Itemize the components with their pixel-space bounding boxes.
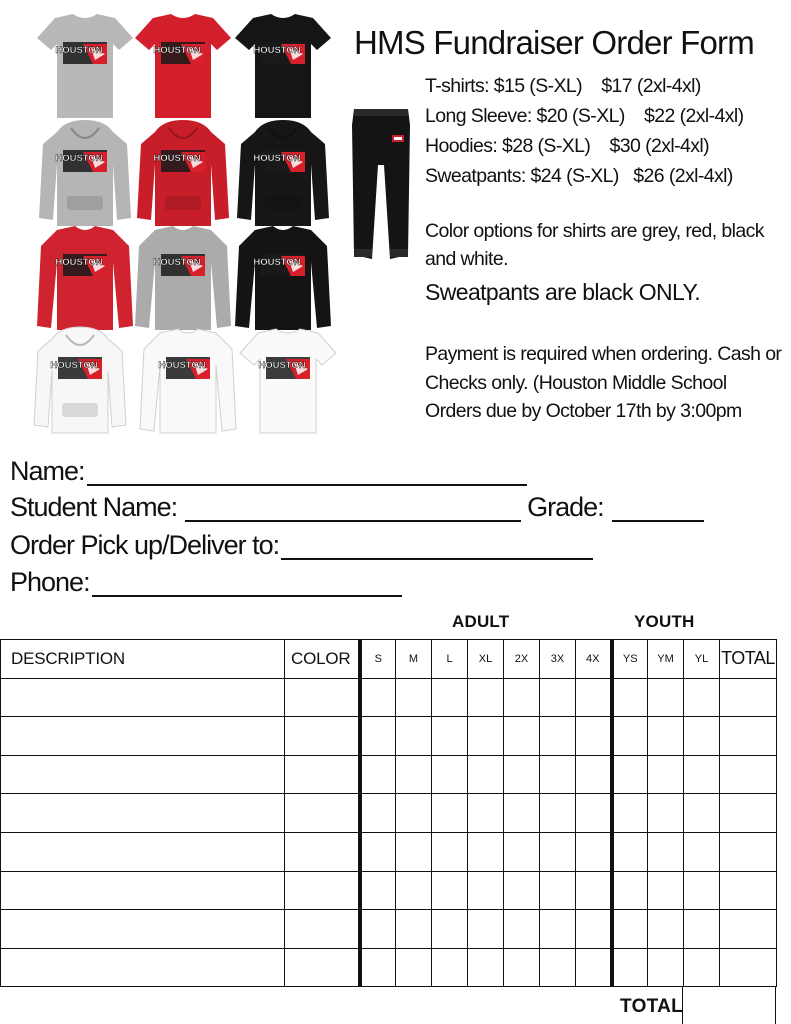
quantity-cell[interactable] [432, 755, 468, 794]
grade-label: Grade: [527, 492, 604, 522]
garment-hoodie [30, 325, 130, 435]
form-title: HMS Fundraiser Order Form [354, 24, 754, 61]
quantity-cell[interactable] [576, 910, 612, 949]
quantity-cell[interactable] [360, 717, 396, 756]
quantity-cell[interactable] [648, 910, 684, 949]
quantity-cell[interactable] [468, 755, 504, 794]
garment-hoodie [133, 118, 233, 228]
sweatpants-image [350, 105, 412, 265]
quantity-cell[interactable] [396, 871, 432, 910]
quantity-cell[interactable] [540, 910, 576, 949]
garment-tshirt [35, 10, 135, 120]
quantity-cell[interactable] [360, 832, 396, 871]
houston-logo-text: HOUSTON [50, 360, 98, 371]
row-total-cell[interactable] [720, 832, 777, 871]
description-cell[interactable] [1, 755, 285, 794]
quantity-cell[interactable] [576, 794, 612, 833]
description-cell[interactable] [1, 910, 285, 949]
quantity-cell[interactable] [648, 794, 684, 833]
color-cell[interactable] [285, 678, 360, 717]
name-field-row [10, 456, 527, 486]
houston-logo-text: HOUSTON [253, 257, 301, 268]
quantity-cell[interactable] [396, 794, 432, 833]
quantity-cell[interactable] [468, 794, 504, 833]
quantity-cell[interactable] [396, 910, 432, 949]
grand-total-label: TOTAL [620, 996, 684, 1017]
quantity-cell[interactable] [684, 678, 720, 717]
houston-logo-text: HOUSTON [153, 153, 201, 164]
color-cell[interactable] [285, 794, 360, 833]
garment-tshirt [133, 10, 233, 120]
quantity-cell[interactable] [576, 717, 612, 756]
description-cell[interactable] [1, 832, 285, 871]
quantity-cell[interactable] [396, 755, 432, 794]
size-header-yl: YL [684, 640, 720, 679]
adult-group-label: ADULT [452, 612, 510, 631]
price-hoodies: Hoodies: $28 (S-XL) $30 (2xl-4xl) [425, 135, 710, 157]
size-header-2x: 2X [504, 640, 540, 679]
garment-longsleeve [35, 222, 135, 332]
quantity-cell[interactable] [648, 678, 684, 717]
quantity-cell[interactable] [504, 755, 540, 794]
quantity-cell[interactable] [612, 717, 648, 756]
quantity-cell[interactable] [504, 794, 540, 833]
quantity-cell[interactable] [684, 910, 720, 949]
quantity-cell[interactable] [468, 717, 504, 756]
garment-hoodie [233, 118, 333, 228]
quantity-cell[interactable] [648, 871, 684, 910]
size-header-s: S [360, 640, 396, 679]
table-row [1, 678, 777, 717]
size-header-4x: 4X [576, 640, 612, 679]
table-row [1, 832, 777, 871]
row-total-cell[interactable] [720, 794, 777, 833]
quantity-cell[interactable] [432, 871, 468, 910]
quantity-cell[interactable] [432, 794, 468, 833]
size-header-ym: YM [648, 640, 684, 679]
size-header-ys: YS [612, 640, 648, 679]
quantity-cell[interactable] [432, 717, 468, 756]
row-total-cell[interactable] [720, 678, 777, 717]
color-cell[interactable] [285, 910, 360, 949]
quantity-cell[interactable] [612, 755, 648, 794]
quantity-cell[interactable] [396, 948, 432, 987]
quantity-cell[interactable] [504, 717, 540, 756]
row-total-cell[interactable] [720, 871, 777, 910]
quantity-cell[interactable] [612, 832, 648, 871]
payment-note: Payment is required when ordering. Cash or Checks only. (Houston Middle School Orders due by October 17th by 3:00pm [425, 343, 782, 422]
quantity-cell[interactable] [576, 871, 612, 910]
grand-total-field[interactable] [682, 986, 776, 1024]
quantity-cell[interactable] [396, 678, 432, 717]
description-header: DESCRIPTION [1, 640, 285, 679]
name-label: Name: [10, 456, 85, 486]
description-cell[interactable] [1, 678, 285, 717]
quantity-cell[interactable] [684, 871, 720, 910]
houston-logo-text: HOUSTON [253, 45, 301, 56]
quantity-cell[interactable] [360, 755, 396, 794]
quantity-cell[interactable] [576, 678, 612, 717]
quantity-cell[interactable] [540, 678, 576, 717]
color-cell[interactable] [285, 948, 360, 987]
quantity-cell[interactable] [504, 832, 540, 871]
description-cell[interactable] [1, 871, 285, 910]
quantity-cell[interactable] [360, 948, 396, 987]
garment-longsleeve [138, 325, 238, 435]
garment-tshirt [238, 325, 338, 435]
price-sweatpants: Sweatpants: $24 (S-XL) $26 (2xl-4xl) [425, 165, 733, 187]
quantity-cell[interactable] [540, 755, 576, 794]
sweatpants-note: Sweatpants are black ONLY. [425, 279, 701, 305]
color-cell[interactable] [285, 871, 360, 910]
size-header-xl: XL [468, 640, 504, 679]
order-table [0, 639, 777, 987]
houston-logo-text: HOUSTON [55, 45, 103, 56]
quantity-cell[interactable] [432, 832, 468, 871]
table-row [1, 871, 777, 910]
quantity-cell[interactable] [396, 832, 432, 871]
quantity-cell[interactable] [612, 678, 648, 717]
student-name-field-row [10, 492, 704, 522]
quantity-cell[interactable] [648, 755, 684, 794]
table-row [1, 717, 777, 756]
size-header-m: M [396, 640, 432, 679]
quantity-cell[interactable] [504, 948, 540, 987]
price-list [425, 71, 744, 191]
quantity-cell[interactable] [360, 794, 396, 833]
quantity-cell[interactable] [540, 948, 576, 987]
quantity-cell[interactable] [684, 755, 720, 794]
quantity-cell[interactable] [576, 948, 612, 987]
garment-longsleeve [233, 222, 333, 332]
quantity-cell[interactable] [684, 948, 720, 987]
quantity-cell[interactable] [468, 832, 504, 871]
quantity-cell[interactable] [540, 794, 576, 833]
quantity-cell[interactable] [468, 678, 504, 717]
houston-logo-text: HOUSTON [153, 45, 201, 56]
quantity-cell[interactable] [468, 871, 504, 910]
phone-label: Phone: [10, 567, 90, 597]
description-cell[interactable] [1, 794, 285, 833]
row-total-cell[interactable] [720, 948, 777, 987]
houston-logo-text: HOUSTON [153, 257, 201, 268]
row-total-cell[interactable] [720, 717, 777, 756]
student-name-field[interactable] [185, 498, 521, 522]
phone-field[interactable] [92, 573, 402, 597]
quantity-cell[interactable] [504, 910, 540, 949]
table-row [1, 948, 777, 987]
table-row [1, 794, 777, 833]
quantity-cell[interactable] [360, 678, 396, 717]
description-cell[interactable] [1, 717, 285, 756]
price-tshirts: T-shirts: $15 (S-XL) $17 (2xl-4xl) [425, 75, 701, 97]
quantity-cell[interactable] [684, 794, 720, 833]
quantity-cell[interactable] [432, 678, 468, 717]
quantity-cell[interactable] [468, 948, 504, 987]
quantity-cell[interactable] [612, 871, 648, 910]
quantity-cell[interactable] [684, 832, 720, 871]
quantity-cell[interactable] [468, 910, 504, 949]
color-cell[interactable] [285, 755, 360, 794]
quantity-cell[interactable] [576, 755, 612, 794]
row-total-cell[interactable] [720, 910, 777, 949]
quantity-cell[interactable] [648, 832, 684, 871]
pickup-field-row [10, 530, 593, 560]
size-header-l: L [432, 640, 468, 679]
total-header: TOTAL [720, 640, 777, 679]
quantity-cell[interactable] [540, 871, 576, 910]
quantity-cell[interactable] [504, 871, 540, 910]
table-row [1, 755, 777, 794]
quantity-cell[interactable] [540, 717, 576, 756]
houston-logo-text: HOUSTON [55, 153, 103, 164]
table-row [1, 910, 777, 949]
color-cell[interactable] [285, 717, 360, 756]
garment-tshirt [233, 10, 333, 120]
row-total-cell[interactable] [720, 755, 777, 794]
quantity-cell[interactable] [612, 948, 648, 987]
color-header: COLOR [285, 640, 360, 679]
student-name-label: Student Name: [10, 492, 178, 522]
color-cell[interactable] [285, 832, 360, 871]
quantity-cell[interactable] [612, 794, 648, 833]
houston-logo-text: HOUSTON [253, 153, 301, 164]
price-long-sleeve: Long Sleeve: $20 (S-XL) $22 (2xl-4xl) [425, 105, 744, 127]
garment-hoodie [35, 118, 135, 228]
quantity-cell[interactable] [576, 832, 612, 871]
quantity-cell[interactable] [648, 717, 684, 756]
quantity-cell[interactable] [612, 910, 648, 949]
quantity-cell[interactable] [684, 717, 720, 756]
quantity-cell[interactable] [396, 717, 432, 756]
quantity-cell[interactable] [360, 910, 396, 949]
size-header-3x: 3X [540, 640, 576, 679]
grade-field[interactable] [612, 498, 704, 522]
description-cell[interactable] [1, 948, 285, 987]
youth-group-label: YOUTH [634, 612, 695, 631]
quantity-cell[interactable] [540, 832, 576, 871]
pickup-label: Order Pick up/Deliver to: [10, 530, 280, 560]
pickup-field[interactable] [281, 536, 593, 560]
houston-logo-text: HOUSTON [158, 360, 206, 371]
garment-longsleeve [133, 222, 233, 332]
quantity-cell[interactable] [432, 910, 468, 949]
phone-field-row [10, 567, 402, 597]
quantity-cell[interactable] [432, 948, 468, 987]
houston-logo-text: HOUSTON [258, 360, 306, 371]
quantity-cell[interactable] [360, 871, 396, 910]
name-field[interactable] [87, 462, 527, 486]
quantity-cell[interactable] [648, 948, 684, 987]
quantity-cell[interactable] [504, 678, 540, 717]
table-header-row [1, 640, 777, 679]
houston-logo-text: HOUSTON [55, 257, 103, 268]
color-options-note: Color options for shirts are grey, red, black and white. [425, 220, 764, 270]
